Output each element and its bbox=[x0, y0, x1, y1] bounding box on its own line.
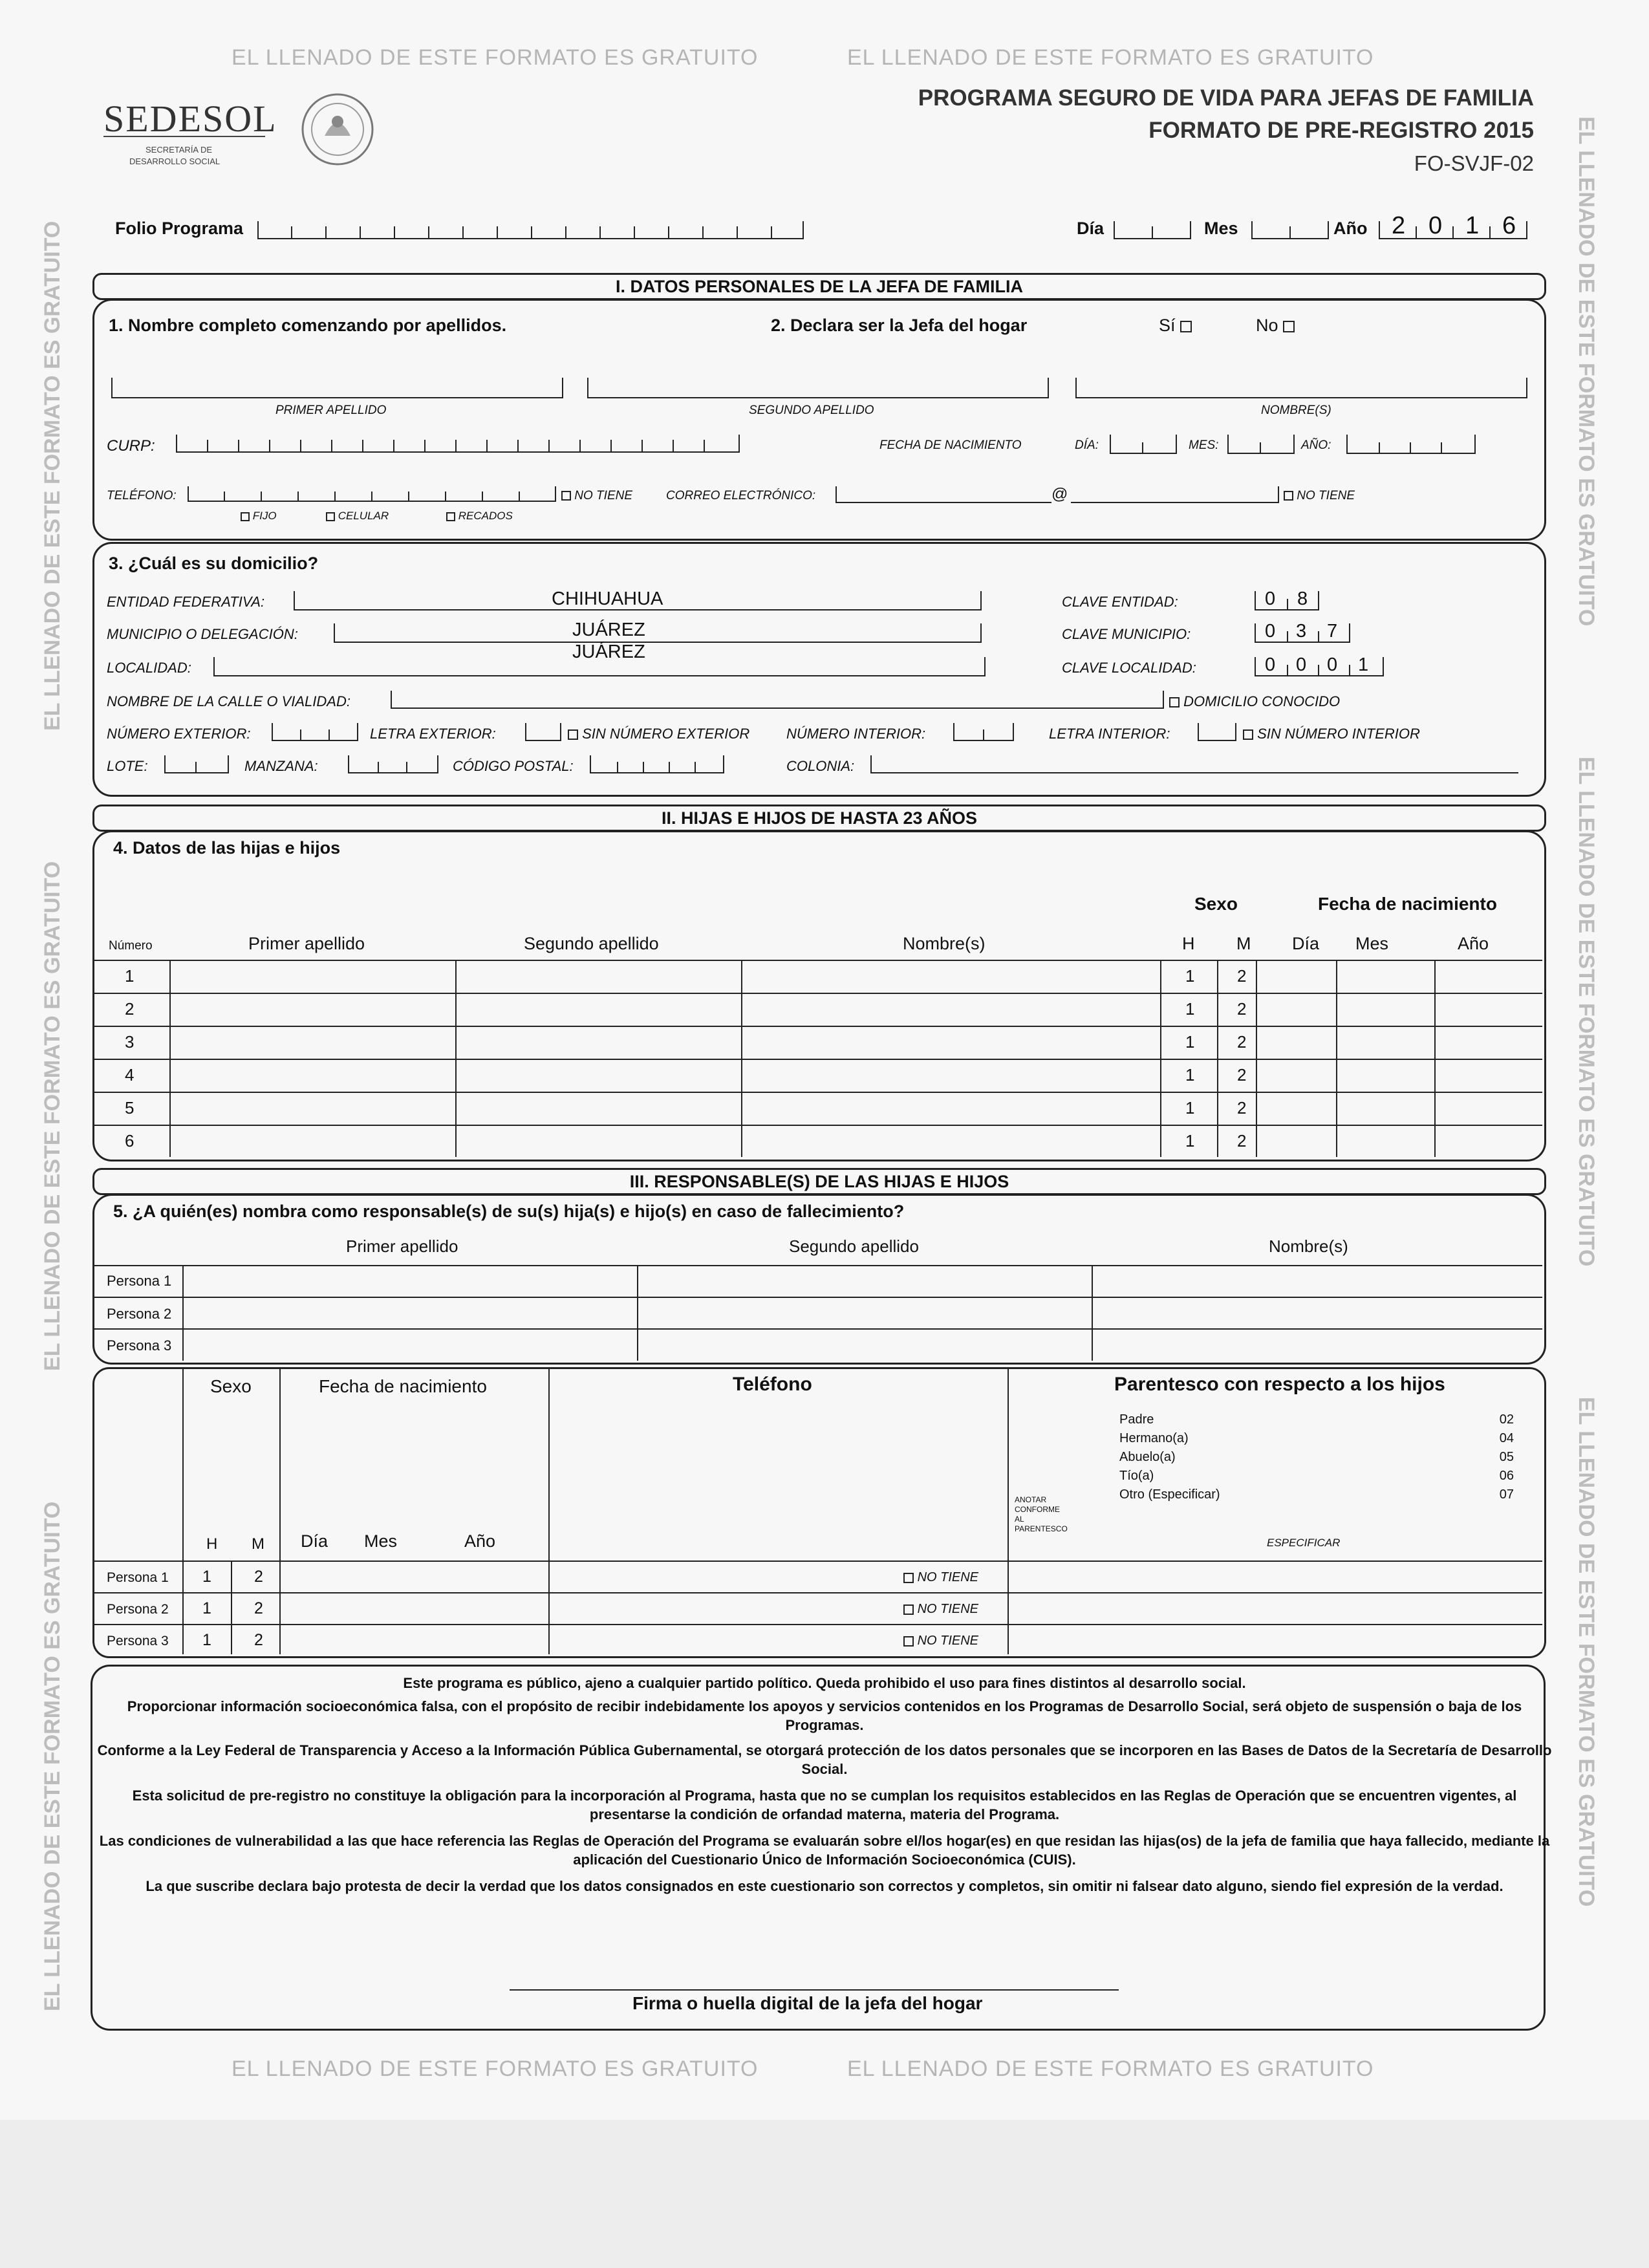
watermark-bottom-right: EL LLENADO DE ESTE FORMATO ES GRATUITO bbox=[847, 2057, 1374, 2081]
letra-exterior-label: LETRA EXTERIOR: bbox=[370, 726, 496, 742]
hijo-row-3-h[interactable]: 1 bbox=[1185, 1032, 1195, 1052]
watermark-right-lower: EL LLENADO DE ESTE FORMATO ES GRATUITO bbox=[1574, 1397, 1599, 1907]
persona-2-no-tiene-label: NO TIENE bbox=[917, 1602, 979, 1616]
anio-digit-1: 2 bbox=[1392, 212, 1406, 239]
header-anio-label: Año bbox=[1333, 219, 1368, 238]
manzana-label: MANZANA: bbox=[244, 758, 318, 774]
resp-fecha-header: Fecha de nacimiento bbox=[319, 1376, 487, 1396]
watermark-top-left: EL LLENADO DE ESTE FORMATO ES GRATUITO bbox=[232, 45, 759, 70]
form-title: PROGRAMA SEGURO DE VIDA PARA JEFAS DE FAMILIA bbox=[918, 85, 1534, 111]
section-2-header: II. HIJAS E HIJOS DE HASTA 23 AÑOS bbox=[92, 805, 1546, 832]
section-1-header: I. DATOS PERSONALES DE LA JEFA DE FAMILIA bbox=[92, 273, 1546, 300]
clave-municipio-digit-3: 7 bbox=[1327, 621, 1338, 642]
resp-anio-header: Año bbox=[464, 1531, 496, 1551]
hijo-row-2-m[interactable]: 2 bbox=[1237, 999, 1247, 1019]
municipio-label: MUNICIPIO O DELEGACIÓN: bbox=[107, 626, 298, 642]
anotar-note-line-2: CONFORME bbox=[1015, 1505, 1060, 1514]
clave-municipio-digit-1: 0 bbox=[1265, 621, 1276, 642]
question-2-label: 2. Declara ser la Jefa del hogar bbox=[771, 316, 1028, 335]
correo-label: CORREO ELECTRÓNICO: bbox=[666, 489, 816, 502]
primer-apellido-field[interactable] bbox=[111, 378, 563, 398]
watermark-left-lower: EL LLENADO DE ESTE FORMATO ES GRATUITO bbox=[40, 1501, 65, 2011]
primer-apellido-caption: PRIMER APELLIDO bbox=[275, 404, 387, 417]
hijos-segundo-apellido-header: Segundo apellido bbox=[524, 934, 659, 953]
parentesco-code: 07 bbox=[1499, 1487, 1514, 1502]
header-anio-field[interactable] bbox=[1379, 212, 1527, 239]
responsable-1-label: Persona 1 bbox=[107, 1273, 172, 1289]
segundo-apellido-caption: SEGUNDO APELLIDO bbox=[749, 404, 874, 417]
codigo-postal-field[interactable] bbox=[590, 755, 724, 773]
detalle-persona-1-m[interactable]: 2 bbox=[254, 1568, 263, 1586]
segundo-apellido-field[interactable] bbox=[587, 378, 1049, 398]
sin-numero-interior-option[interactable] bbox=[1243, 726, 1420, 742]
resp-sexo-header: Sexo bbox=[210, 1376, 252, 1396]
tel-celular-option[interactable] bbox=[326, 510, 389, 523]
curp-field[interactable] bbox=[176, 435, 740, 453]
manzana-field[interactable] bbox=[348, 755, 438, 773]
question-3-label: 3. ¿Cuál es su domicilio? bbox=[109, 554, 319, 573]
mexico-seal-icon bbox=[299, 91, 376, 168]
especificar-label: ESPECIFICAR bbox=[1267, 1537, 1341, 1549]
resp-h-header: H bbox=[206, 1535, 218, 1553]
watermark-top-right: EL LLENADO DE ESTE FORMATO ES GRATUITO bbox=[847, 45, 1374, 70]
detalle-persona-1-label: Persona 1 bbox=[107, 1570, 169, 1585]
nacimiento-mes-label: MES: bbox=[1189, 438, 1219, 452]
municipio-value: JUÁREZ bbox=[572, 620, 645, 640]
hijo-row-6-number: 6 bbox=[125, 1131, 135, 1150]
hijo-row-4-number: 4 bbox=[125, 1065, 135, 1085]
parentesco-item bbox=[1119, 1450, 1514, 1465]
anio-digit-2: 0 bbox=[1428, 212, 1443, 239]
anotar-conforme-note bbox=[1015, 1495, 1068, 1534]
telefono-field[interactable] bbox=[188, 486, 556, 502]
numero-exterior-label: NÚMERO EXTERIOR: bbox=[107, 726, 251, 742]
domicilio-conocido-option[interactable] bbox=[1169, 693, 1340, 710]
responsables-name-table bbox=[92, 1265, 1542, 1361]
calle-label: NOMBRE DE LA CALLE O VIALIDAD: bbox=[107, 693, 350, 709]
hijo-row-6-m[interactable]: 2 bbox=[1237, 1131, 1247, 1150]
jefa-si-checkbox[interactable] bbox=[1180, 321, 1192, 332]
municipio-field[interactable] bbox=[334, 620, 982, 643]
hijo-row-1-m[interactable]: 2 bbox=[1237, 966, 1247, 986]
parentesco-code: 06 bbox=[1499, 1469, 1514, 1483]
detalle-persona-3-h[interactable]: 1 bbox=[202, 1631, 211, 1649]
telefono-no-tiene-option[interactable] bbox=[561, 489, 632, 503]
clave-entidad-digit-1: 0 bbox=[1265, 589, 1276, 609]
parentesco-label: Hermano(a) bbox=[1119, 1431, 1189, 1445]
resp-dia-header: Día bbox=[301, 1531, 329, 1551]
sin-numero-exterior-label: SIN NÚMERO EXTERIOR bbox=[582, 726, 750, 742]
hijo-row-1-h[interactable]: 1 bbox=[1185, 966, 1195, 986]
section-3-header: III. RESPONSABLE(S) DE LAS HIJAS E HIJOS bbox=[92, 1168, 1546, 1195]
nombres-caption: NOMBRE(S) bbox=[1261, 404, 1331, 417]
question-4-label: 4. Datos de las hijas e hijos bbox=[113, 838, 341, 858]
hijos-fecha-header: Fecha de nacimiento bbox=[1318, 894, 1497, 914]
entidad-label: ENTIDAD FEDERATIVA: bbox=[107, 594, 265, 610]
colonia-field[interactable] bbox=[870, 755, 1518, 773]
hijos-dia-header: Día bbox=[1292, 934, 1320, 953]
watermark-right-middle: EL LLENADO DE ESTE FORMATO ES GRATUITO bbox=[1574, 757, 1599, 1267]
tel-celular-label: CELULAR bbox=[338, 510, 389, 522]
persona-1-tel-no-tiene[interactable] bbox=[903, 1570, 978, 1585]
lote-field[interactable] bbox=[164, 755, 229, 773]
header-dia-field[interactable] bbox=[1114, 221, 1191, 239]
nacimiento-dia-label: DÍA: bbox=[1075, 438, 1099, 452]
telefono-label: TELÉFONO: bbox=[107, 489, 177, 502]
watermark-bottom-left: EL LLENADO DE ESTE FORMATO ES GRATUITO bbox=[232, 2057, 759, 2081]
clave-municipio-field[interactable] bbox=[1255, 623, 1350, 643]
calle-field[interactable] bbox=[391, 691, 1164, 709]
resp-nombres-header: Nombre(s) bbox=[1269, 1237, 1348, 1256]
resp-telefono-header: Teléfono bbox=[733, 1374, 812, 1395]
parentesco-label: Tío(a) bbox=[1119, 1469, 1154, 1483]
localidad-value: JUÁREZ bbox=[572, 642, 645, 662]
jefa-si-option[interactable] bbox=[1159, 316, 1192, 336]
resp-primer-apellido-header: Primer apellido bbox=[346, 1237, 458, 1256]
correo-dominio-field[interactable] bbox=[1071, 486, 1279, 503]
watermark-right-upper: EL LLENADO DE ESTE FORMATO ES GRATUITO bbox=[1574, 116, 1599, 627]
detalle-persona-2-m[interactable]: 2 bbox=[254, 1599, 263, 1617]
nombres-field[interactable] bbox=[1075, 378, 1527, 398]
hijos-m-header: M bbox=[1236, 934, 1251, 953]
parentesco-code: 05 bbox=[1499, 1450, 1514, 1464]
parentesco-label: Padre bbox=[1119, 1412, 1154, 1427]
firma-line[interactable] bbox=[510, 1989, 1119, 1991]
resp-mes-header: Mes bbox=[364, 1531, 398, 1551]
hijos-h-header: H bbox=[1182, 934, 1195, 953]
logo-subtitle-1: SECRETARÍA DE bbox=[146, 145, 213, 155]
legal-paragraph-5: Las condiciones de vulnerabilidad a las que hace referencia las Reglas de Operación del Programa se evaluarán sobre el/los hogar(es) en que residan las hijas(os) de la jefa de familia que haya fallecido, mediante la aplicación del Cuestionario Único de Información Socioeconómica (CUIS). bbox=[99, 1833, 1550, 1868]
hijo-row-2-number: 2 bbox=[125, 999, 135, 1019]
sin-numero-exterior-checkbox[interactable] bbox=[568, 729, 578, 740]
localidad-label: LOCALIDAD: bbox=[107, 660, 191, 676]
folio-label: Folio Programa bbox=[115, 219, 244, 238]
resp-segundo-apellido-header: Segundo apellido bbox=[789, 1237, 919, 1256]
clave-municipio-label: CLAVE MUNICIPIO: bbox=[1062, 626, 1191, 642]
detalle-persona-3-label: Persona 3 bbox=[107, 1634, 169, 1648]
jefa-no-checkbox[interactable] bbox=[1283, 321, 1295, 332]
folio-field[interactable] bbox=[257, 221, 804, 239]
clave-entidad-label: CLAVE ENTIDAD: bbox=[1062, 594, 1178, 610]
legal-paragraph-4: Esta solicitud de pre-registro no constituye la obligación para la incorporación al Programa, hasta que no se cumplan los requisitos establecidos en las Reglas de Operación que se encuentren vigentes, al presentarse la condición de orfandad materna, materia del Programa. bbox=[132, 1787, 1517, 1822]
hijos-numero-header: Número bbox=[109, 939, 153, 953]
sin-numero-interior-label: SIN NÚMERO INTERIOR bbox=[1257, 726, 1420, 742]
detalle-persona-1-h[interactable]: 1 bbox=[202, 1568, 211, 1586]
parentesco-item bbox=[1119, 1469, 1514, 1484]
parentesco-label: Abuelo(a) bbox=[1119, 1450, 1176, 1464]
parentesco-label: Otro (Especificar) bbox=[1119, 1487, 1220, 1502]
fecha-nacimiento-label: FECHA DE NACIMIENTO bbox=[879, 438, 1022, 452]
tel-recados-checkbox[interactable] bbox=[446, 512, 455, 521]
correo-usuario-field[interactable] bbox=[835, 486, 1051, 503]
persona-3-tel-no-tiene[interactable] bbox=[903, 1634, 978, 1648]
hijo-row-5-h[interactable]: 1 bbox=[1185, 1098, 1195, 1118]
entidad-value: CHIHUAHUA bbox=[552, 589, 663, 609]
tel-recados-label: RECADOS bbox=[458, 510, 513, 522]
curp-label: CURP: bbox=[107, 437, 155, 455]
logo-divider bbox=[103, 136, 265, 137]
clave-localidad-label: CLAVE LOCALIDAD: bbox=[1062, 660, 1196, 676]
telefono-no-tiene-label: NO TIENE bbox=[574, 489, 633, 502]
numero-interior-field[interactable] bbox=[953, 723, 1014, 741]
colonia-label: COLONIA: bbox=[786, 758, 855, 774]
persona-3-no-tiene-label: NO TIENE bbox=[917, 1634, 979, 1648]
detalle-persona-2-h[interactable]: 1 bbox=[202, 1599, 211, 1617]
numero-exterior-field[interactable] bbox=[272, 723, 358, 741]
sedesol-logo: SEDESOL bbox=[103, 98, 277, 140]
header-mes-label: Mes bbox=[1204, 219, 1238, 238]
legal-paragraph-6: La que suscribe declara bajo protesta de decir la verdad que los datos consignados en este cuestionario son correctos y completos, sin omitir ni falsear dato alguno, siendo fiel expresión de la verdad. bbox=[146, 1878, 1503, 1894]
telefono-no-tiene-checkbox[interactable] bbox=[561, 491, 571, 501]
clave-municipio-digit-2: 3 bbox=[1296, 621, 1307, 642]
persona-3-no-tiene-checkbox[interactable] bbox=[903, 1636, 914, 1647]
clave-localidad-digit-2: 0 bbox=[1296, 654, 1307, 675]
anio-digit-3: 1 bbox=[1465, 212, 1480, 239]
hijo-row-2-h[interactable]: 1 bbox=[1185, 999, 1195, 1019]
correo-no-tiene-option[interactable] bbox=[1284, 489, 1355, 503]
anotar-note-line-4: PARENTESCO bbox=[1015, 1524, 1068, 1533]
tel-celular-checkbox[interactable] bbox=[326, 512, 335, 521]
clave-entidad-field[interactable] bbox=[1255, 591, 1319, 610]
jefa-no-option[interactable] bbox=[1256, 316, 1295, 336]
legal-paragraph-3: Conforme a la Ley Federal de Transparencia y Acceso a la Información Pública Gubernamental, se otorgará protección de los datos personales que se incorporen en las Bases de Datos de la Secretaría de Desarrollo Social. bbox=[97, 1742, 1552, 1777]
persona-1-no-tiene-checkbox[interactable] bbox=[903, 1573, 914, 1583]
lote-label: LOTE: bbox=[107, 758, 148, 774]
domicilio-conocido-label: DOMICILIO CONOCIDO bbox=[1183, 693, 1341, 709]
hijos-sexo-header: Sexo bbox=[1194, 894, 1238, 914]
anotar-note-line-1: ANOTAR bbox=[1015, 1495, 1047, 1504]
hijo-row-1-number: 1 bbox=[125, 966, 135, 986]
parentesco-code: 02 bbox=[1499, 1412, 1514, 1427]
codigo-postal-label: CÓDIGO POSTAL: bbox=[453, 758, 574, 774]
header-mes-field[interactable] bbox=[1251, 221, 1329, 239]
tel-fijo-option[interactable] bbox=[241, 510, 277, 523]
letra-interior-label: LETRA INTERIOR: bbox=[1049, 726, 1170, 742]
nacimiento-mes-field[interactable] bbox=[1227, 435, 1295, 454]
hijos-table bbox=[92, 960, 1542, 1158]
persona-2-no-tiene-checkbox[interactable] bbox=[903, 1604, 914, 1615]
watermark-left-upper: EL LLENADO DE ESTE FORMATO ES GRATUITO bbox=[40, 221, 65, 731]
watermark-left-middle: EL LLENADO DE ESTE FORMATO ES GRATUITO bbox=[40, 861, 65, 1371]
clave-localidad-digit-4: 1 bbox=[1358, 654, 1369, 675]
clave-localidad-digit-1: 0 bbox=[1265, 654, 1276, 675]
jefa-si-label: Sí bbox=[1159, 316, 1176, 335]
hijo-row-6-h[interactable]: 1 bbox=[1185, 1131, 1195, 1150]
entidad-field[interactable] bbox=[294, 591, 982, 610]
hijos-mes-header: Mes bbox=[1355, 934, 1389, 953]
legal-paragraph-2: Proporcionar información socioeconómica falsa, con el propósito de recibir indebidamente los apoyos y servicios contenidos en los Programas de Desarrollo Social, será objeto de suspensión o baja de los Programas. bbox=[127, 1698, 1522, 1733]
responsable-3-label: Persona 3 bbox=[107, 1337, 172, 1354]
sin-numero-exterior-option[interactable] bbox=[568, 726, 749, 742]
parentesco-item bbox=[1119, 1412, 1514, 1427]
form-subtitle: FORMATO DE PRE-REGISTRO 2015 bbox=[1148, 118, 1534, 143]
correo-no-tiene-checkbox[interactable] bbox=[1284, 491, 1293, 501]
parentesco-item bbox=[1119, 1487, 1514, 1502]
responsables-details-grid bbox=[92, 1367, 1542, 1654]
nacimiento-anio-field[interactable] bbox=[1346, 435, 1476, 454]
parentesco-item bbox=[1119, 1431, 1514, 1446]
correo-no-tiene-label: NO TIENE bbox=[1297, 489, 1355, 502]
persona-2-tel-no-tiene[interactable] bbox=[903, 1602, 978, 1617]
localidad-field[interactable] bbox=[213, 642, 986, 676]
responsable-2-label: Persona 2 bbox=[107, 1306, 172, 1322]
hijo-row-3-number: 3 bbox=[125, 1032, 135, 1052]
jefa-no-label: No bbox=[1256, 316, 1278, 335]
nacimiento-anio-label: AÑO: bbox=[1301, 438, 1331, 452]
anotar-note-line-3: AL bbox=[1015, 1515, 1024, 1524]
hijos-anio-header: Año bbox=[1458, 934, 1489, 953]
resp-parentesco-header: Parentesco con respecto a los hijos bbox=[1114, 1374, 1445, 1395]
hijos-nombres-header: Nombre(s) bbox=[903, 934, 986, 953]
persona-1-no-tiene-label: NO TIENE bbox=[917, 1570, 979, 1584]
letra-interior-field[interactable] bbox=[1198, 723, 1236, 741]
question-5-label: 5. ¿A quién(es) nombra como responsable(s) de su(s) hija(s) e hijo(s) en caso de fallecimiento? bbox=[113, 1202, 905, 1221]
question-1-label: 1. Nombre completo comenzando por apellidos. bbox=[109, 316, 507, 335]
tel-recados-option[interactable] bbox=[446, 510, 513, 523]
logo-subtitle-2: DESARROLLO SOCIAL bbox=[129, 157, 221, 166]
hijos-primer-apellido-header: Primer apellido bbox=[248, 934, 365, 953]
clave-localidad-digit-3: 0 bbox=[1327, 654, 1338, 675]
firma-caption: Firma o huella digital de la jefa del hogar bbox=[632, 1993, 983, 2013]
correo-at-sign: @ bbox=[1051, 485, 1068, 503]
hijo-row-3-m[interactable]: 2 bbox=[1237, 1032, 1247, 1052]
tel-fijo-checkbox[interactable] bbox=[241, 512, 250, 521]
tel-fijo-label: FIJO bbox=[252, 510, 277, 522]
hijo-row-5-m[interactable]: 2 bbox=[1237, 1098, 1247, 1118]
form-code: FO-SVJF-02 bbox=[1414, 151, 1534, 175]
numero-interior-label: NÚMERO INTERIOR: bbox=[786, 726, 926, 742]
letra-exterior-field[interactable] bbox=[525, 723, 561, 741]
hijo-row-5-number: 5 bbox=[125, 1098, 135, 1118]
nacimiento-dia-field[interactable] bbox=[1110, 435, 1177, 454]
detalle-persona-2-label: Persona 2 bbox=[107, 1602, 169, 1617]
resp-m-header: M bbox=[252, 1535, 264, 1553]
clave-entidad-digit-2: 8 bbox=[1297, 589, 1308, 609]
header-dia-label: Día bbox=[1077, 219, 1105, 238]
detalle-persona-3-m[interactable]: 2 bbox=[254, 1631, 263, 1649]
hijo-row-4-m[interactable]: 2 bbox=[1237, 1065, 1247, 1085]
clave-localidad-field[interactable] bbox=[1255, 654, 1384, 676]
hijo-row-4-h[interactable]: 1 bbox=[1185, 1065, 1195, 1085]
parentesco-code: 04 bbox=[1499, 1431, 1514, 1445]
sin-numero-interior-checkbox[interactable] bbox=[1243, 729, 1253, 740]
legal-paragraph-1: Este programa es público, ajeno a cualquier partido político. Queda prohibido el uso para fines distintos al desarrollo social. bbox=[403, 1675, 1246, 1691]
anio-digit-4: 6 bbox=[1502, 212, 1516, 239]
domicilio-conocido-checkbox[interactable] bbox=[1169, 697, 1180, 707]
